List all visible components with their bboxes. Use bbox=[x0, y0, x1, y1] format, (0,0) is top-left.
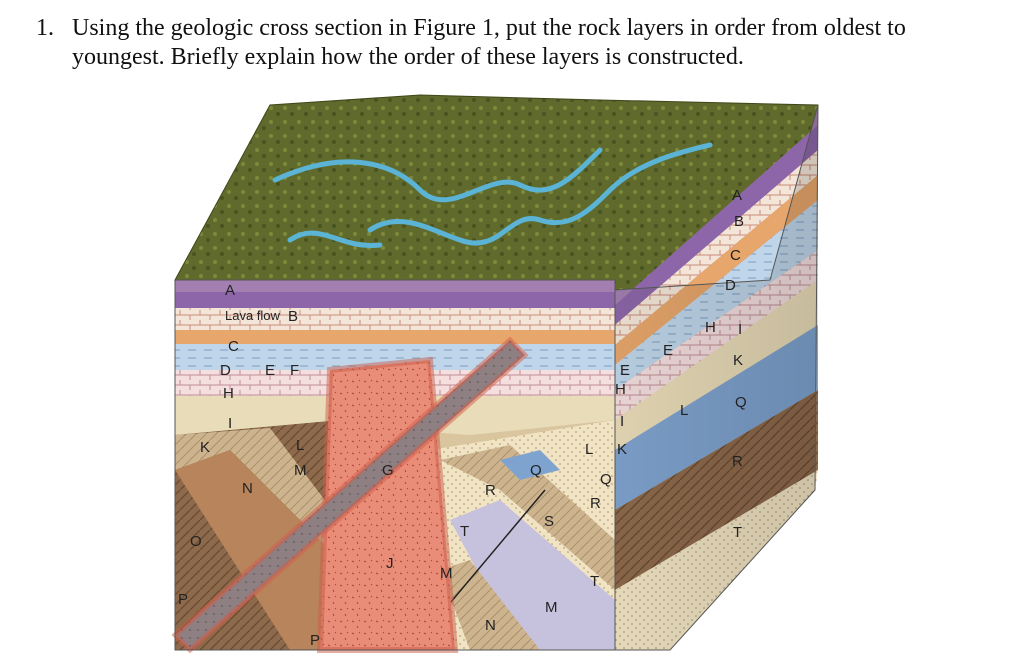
label-O: O bbox=[190, 533, 202, 550]
label-N: N bbox=[242, 480, 253, 497]
label-I-right: I bbox=[620, 413, 625, 430]
label-E: E bbox=[265, 362, 276, 379]
front-face bbox=[175, 280, 615, 650]
side-label-L: L bbox=[680, 402, 689, 419]
label-H-right: H bbox=[615, 381, 626, 398]
layer-B-front bbox=[175, 292, 615, 308]
side-label-I: I bbox=[738, 321, 743, 338]
label-F: F bbox=[290, 362, 300, 379]
label-H: H bbox=[223, 385, 234, 402]
label-S: S bbox=[544, 513, 555, 530]
side-label-E: E bbox=[663, 342, 674, 359]
side-label-R: R bbox=[732, 453, 743, 470]
label-T: T bbox=[460, 523, 470, 540]
side-label-C: C bbox=[730, 247, 741, 264]
label-A: A bbox=[225, 282, 236, 299]
label-L-right: L bbox=[585, 441, 594, 458]
label-Q-right: Q bbox=[600, 471, 612, 488]
label-K-right: K bbox=[617, 441, 628, 458]
label-T-right: T bbox=[590, 573, 600, 590]
side-label-Q: Q bbox=[735, 394, 747, 411]
label-N-lower: N bbox=[485, 617, 496, 634]
label-G: G bbox=[382, 462, 394, 479]
label-Q: Q bbox=[530, 462, 542, 479]
label-D: D bbox=[220, 362, 231, 379]
label-J: J bbox=[386, 555, 394, 572]
side-label-K: K bbox=[733, 352, 744, 369]
label-K: K bbox=[200, 439, 211, 456]
label-L: L bbox=[296, 437, 305, 454]
side-label-A: A bbox=[732, 187, 743, 204]
label-B: B bbox=[288, 308, 299, 325]
label-P-bottom: P bbox=[310, 632, 321, 649]
label-E-right: E bbox=[620, 362, 631, 379]
side-label-B: B bbox=[734, 213, 745, 230]
block-diagram bbox=[170, 90, 830, 655]
question-number: 1. bbox=[36, 15, 54, 41]
label-C: C bbox=[228, 338, 239, 355]
label-M: M bbox=[294, 462, 307, 479]
label-lava-flow: Lava flow bbox=[225, 308, 280, 323]
side-label-T: T bbox=[733, 524, 743, 541]
layer-A-front bbox=[175, 280, 615, 292]
label-I: I bbox=[228, 415, 233, 432]
side-label-D: D bbox=[725, 277, 736, 294]
label-M-lower: M bbox=[545, 599, 558, 616]
question-text: Using the geologic cross section in Figure 1, put the rock layers in order from oldest to youngest. Briefly explain how the order of these layers is constructed. bbox=[72, 15, 906, 70]
side-label-H: H bbox=[705, 319, 716, 336]
label-P: P bbox=[178, 591, 189, 608]
label-R-right: R bbox=[590, 495, 601, 512]
label-M-fault: M bbox=[440, 565, 453, 582]
geologic-cross-section-figure bbox=[170, 90, 830, 655]
layer-D-front bbox=[175, 330, 615, 344]
label-R: R bbox=[485, 482, 496, 499]
